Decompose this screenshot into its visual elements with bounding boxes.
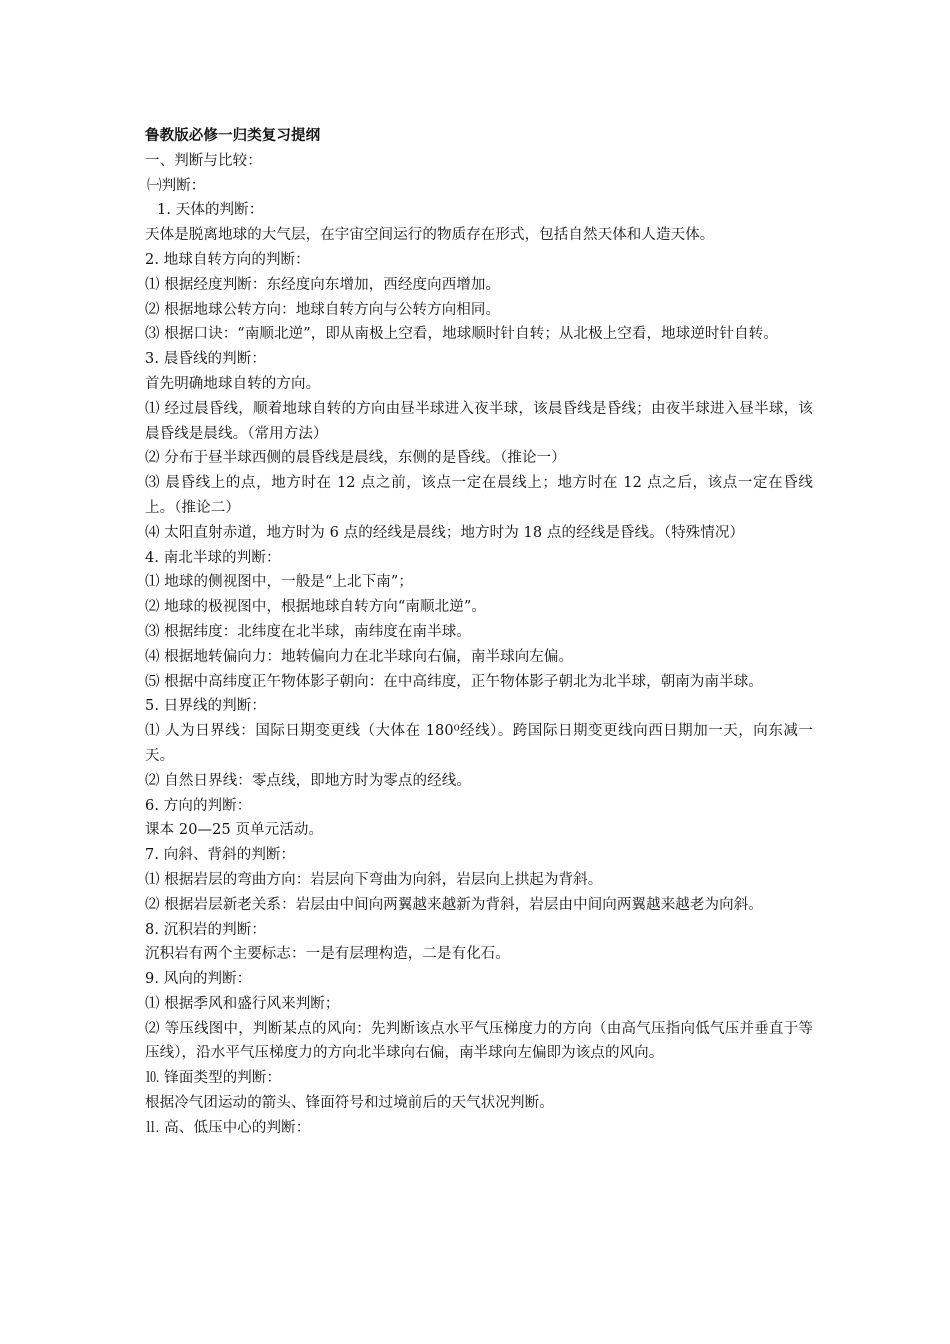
document-body (145, 124, 813, 1141)
text-hemisphere-4: ⑷ 根据地转偏向力：地转偏向力在北半球向右偏，南半球向左偏。 (145, 648, 574, 665)
text-sedimentary: 沉积岩有两个主要标志：一是有层理构造，二是有化石。 (145, 946, 510, 963)
text-dateline-2: ⑵ 自然日界线：零点线，即地方时为零点的经线。 (145, 772, 471, 789)
heading-direction: 6. 方向的判断： (145, 797, 252, 814)
text-terminator-1: ⑴ 经过晨昏线，顺着地球自转的方向由昼半球进入夜半球，该晨昏线是昏线；由夜半球进入昼半球，该晨昏线是晨线。（常用方法） (145, 400, 813, 442)
heading-fold: 7. 向斜、背斜的判断： (145, 847, 296, 864)
heading-front: ⒑ 锋面类型的判断： (145, 1070, 282, 1087)
text-hemisphere-1: ⑴ 地球的侧视图中，一般是“上北下南”； (145, 574, 413, 591)
text-hemisphere-5: ⑸ 根据中高纬度正午物体影子朝向：在中高纬度，正午物体影子朝北为北半球，朝南为南半球。 (145, 673, 763, 690)
text-front: 根据冷气团运动的箭头、锋面符号和过境前后的天气状况判断。 (145, 1095, 554, 1112)
heading-celestial: 1. 天体的判断： (157, 202, 264, 219)
text-direction: 课本 20—25 页单元活动。 (145, 822, 324, 839)
text-hemisphere-3: ⑶ 根据纬度：北纬度在北半球，南纬度在南半球。 (145, 623, 471, 640)
subsection-heading-judgment: ㈠判断： (147, 177, 206, 194)
text-terminator-3: ⑶ 晨昏线上的点，地方时在 12 点之前，该点一定在晨线上；地方时在 12 点之后，该点一定在昏线上。（推论二） (145, 475, 813, 516)
heading-rotation: 2. 地球自转方向的判断： (145, 251, 310, 268)
text-wind-2: ⑵ 等压线图中，判断某点的风向：先判断该点水平气压梯度力的方向（由高气压指向低气压并垂直于等压线），沿水平气压梯度力的方向北半球向右偏，南半球向左偏即为该点的风向。 (145, 1020, 813, 1062)
heading-pressure: ⒒ 高、低压中心的判断： (145, 1119, 311, 1136)
text-fold-1: ⑴ 根据岩层的弯曲方向：岩层向下弯曲为向斜，岩层向上拱起为背斜。 (145, 871, 603, 888)
text-celestial: 天体是脱离地球的大气层，在宇宙空间运行的物质存在形式，包括自然天体和人造天体。 (145, 227, 715, 244)
heading-sedimentary: 8. 沉积岩的判断： (145, 921, 266, 938)
heading-wind: 9. 风向的判断： (145, 971, 252, 988)
heading-dateline: 5. 日界线的判断： (145, 698, 266, 715)
text-terminator-4: ⑷ 太阳直射赤道，地方时为 6 点的经线是晨线；地方时为 18 点的经线是昏线。（特殊情况） (145, 524, 745, 541)
heading-terminator: 3. 晨昏线的判断： (145, 351, 266, 368)
text-terminator-2: ⑵ 分布于昼半球西侧的晨昏线是晨线，东侧的是昏线。（推论一） (145, 450, 566, 467)
text-wind-1: ⑴ 根据季风和盛行风来判断； (145, 995, 340, 1012)
text-hemisphere-2: ⑵ 地球的极视图中，根据地球自转方向“南顺北逆”。 (145, 599, 486, 616)
heading-hemisphere: 4. 南北半球的判断： (145, 549, 281, 566)
text-rotation-2: ⑵ 根据地球公转方向：地球自转方向与公转方向相同。 (145, 301, 501, 318)
section-heading-judgment-comparison: 一、判断与比较： (145, 152, 262, 169)
text-rotation-1: ⑴ 根据经度判断：东经度向东增加，西经度向西增加。 (145, 276, 501, 293)
outline-lines (145, 198, 813, 1140)
document-title: 鲁教版必修一归类复习提纲 (145, 127, 321, 144)
text-fold-2: ⑵ 根据岩层新老关系：岩层由中间向两翼越来越新为背斜，岩层由中间向两翼越来越老为向斜。 (145, 896, 763, 913)
text-terminator-0: 首先明确地球自转的方向。 (145, 375, 321, 392)
text-dateline-1: ⑴ 人为日界线：国际日期变更线（大体在 180⁰经线）。跨国际日期变更线向西日期加一天，向东减一天。 (145, 723, 813, 764)
text-rotation-3: ⑶ 根据口诀：“南顺北逆”，即从南极上空看，地球顺时针自转；从北极上空看，地球逆时针自转。 (145, 326, 778, 343)
